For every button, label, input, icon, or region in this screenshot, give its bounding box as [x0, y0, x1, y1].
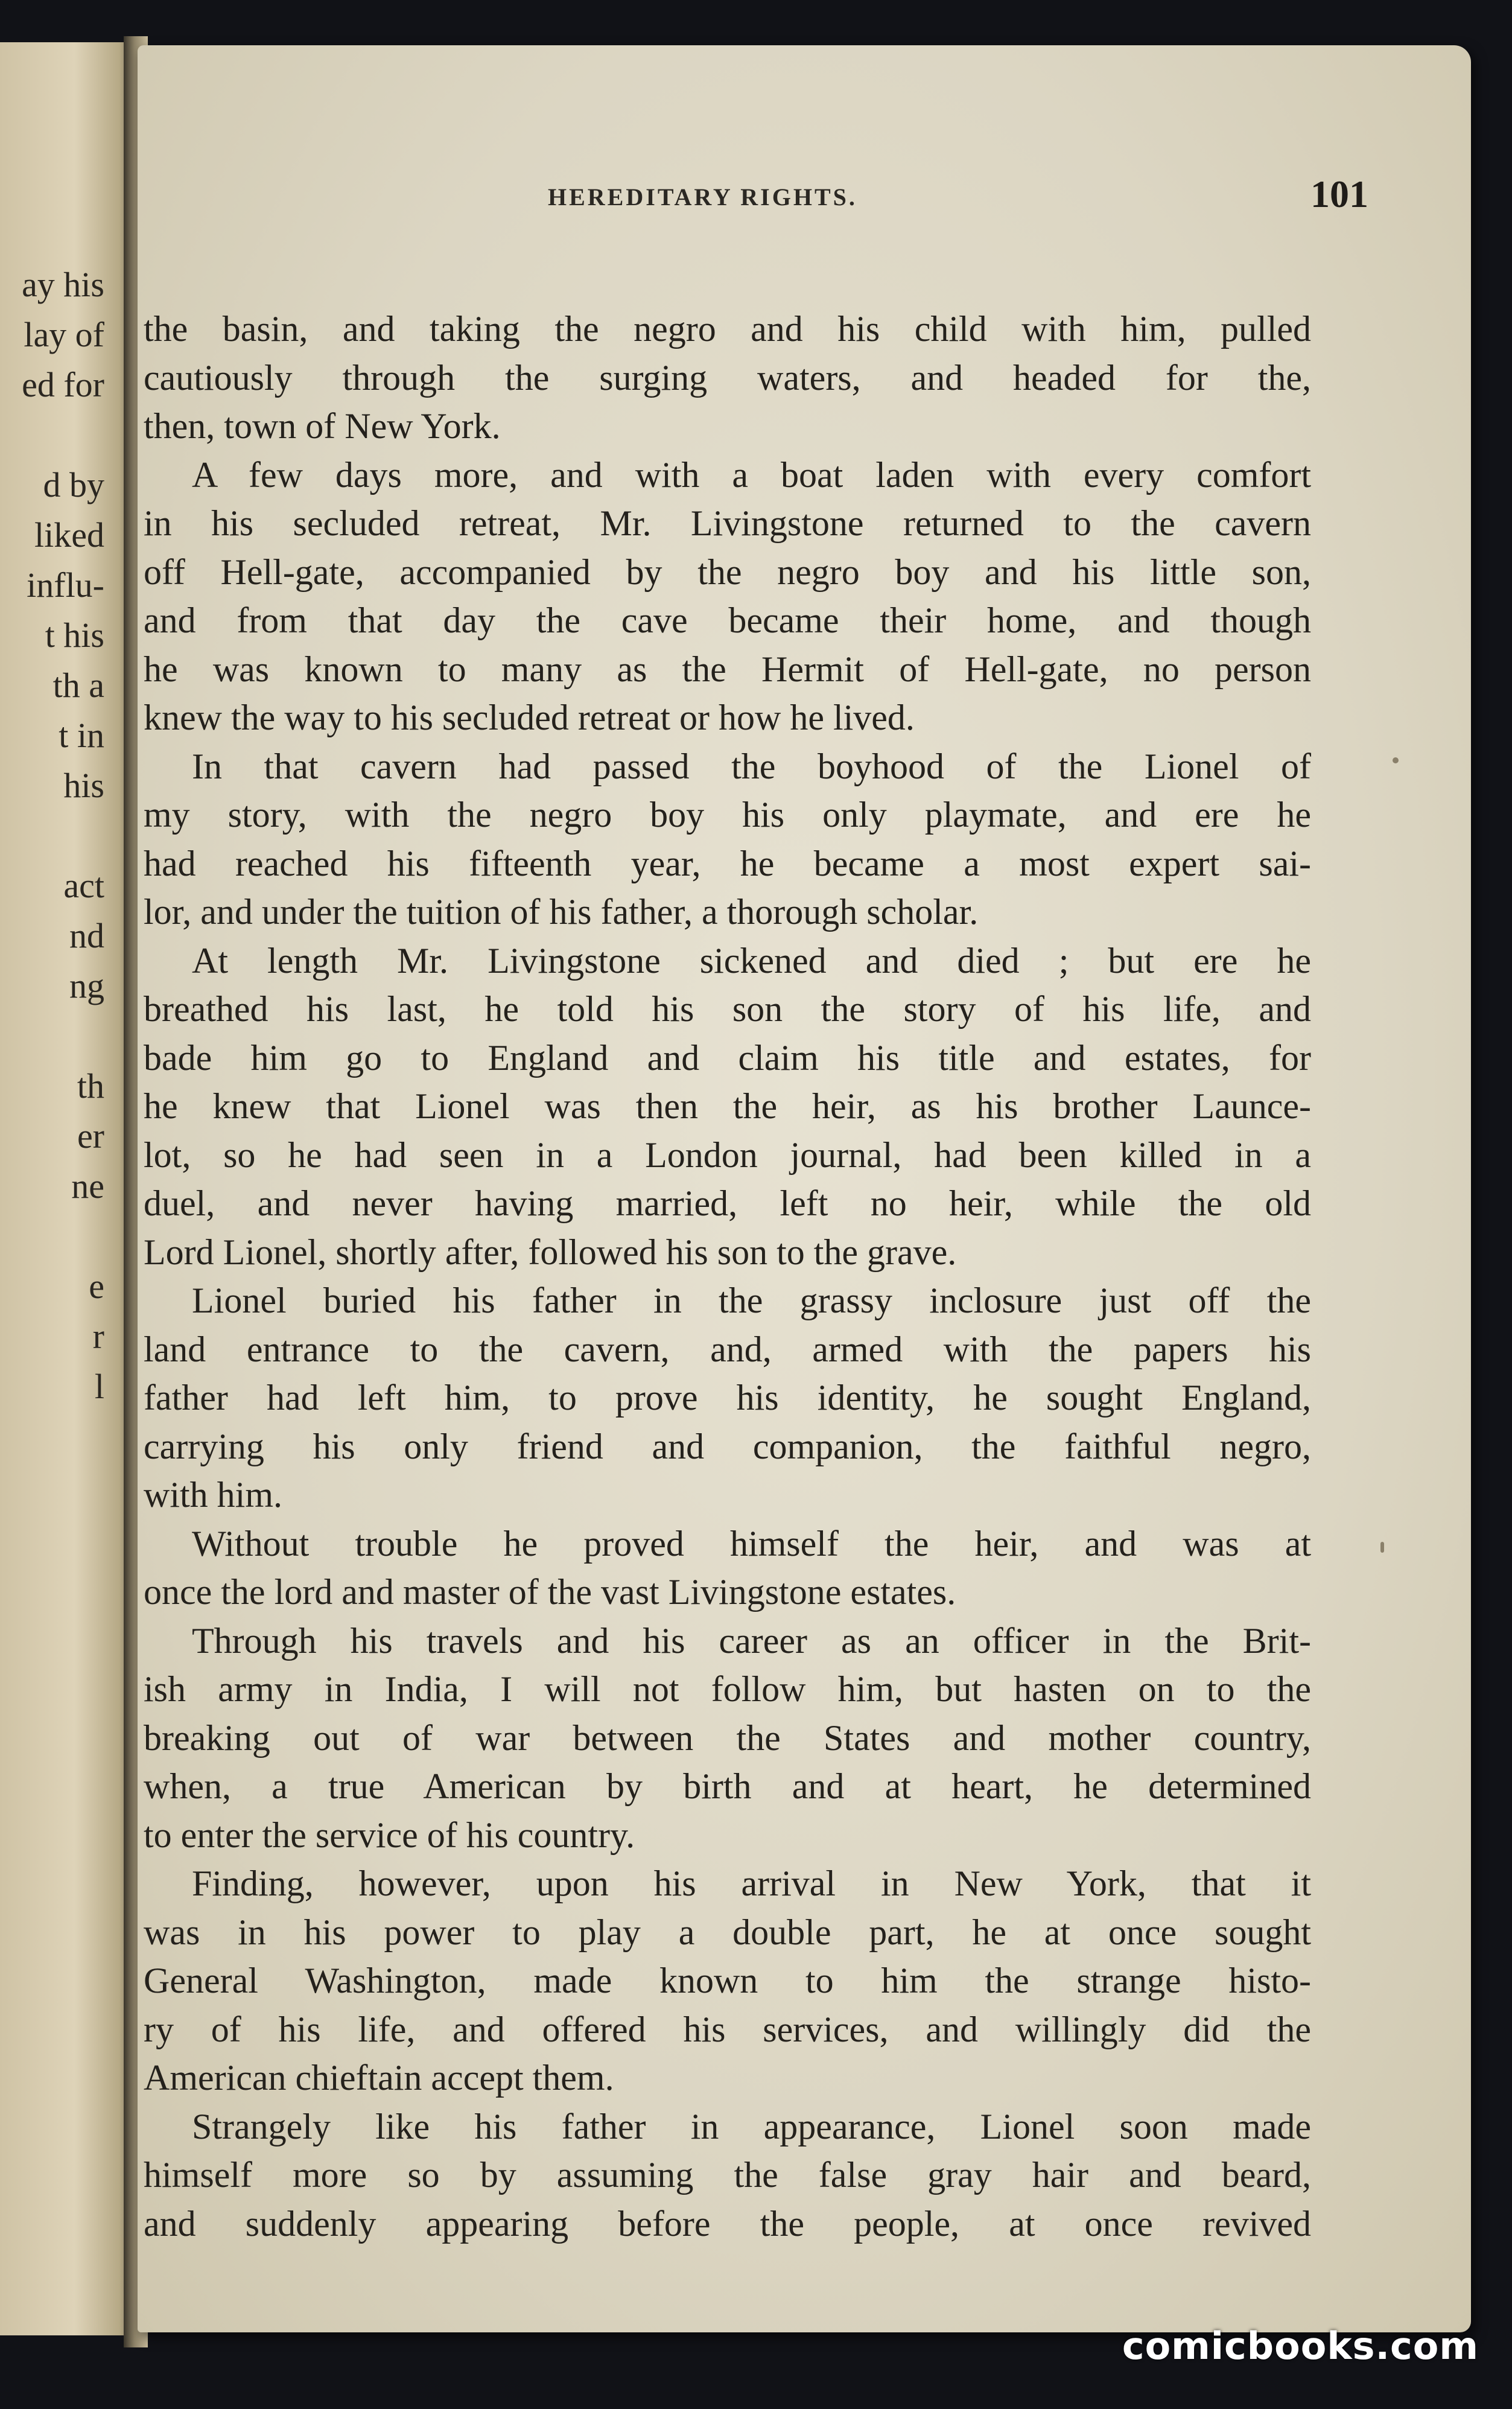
text-line: carrying his only friend and companion, the faithful negro,	[144, 1426, 1311, 1466]
text-line: knew the way to his secluded retreat or how he lived.	[144, 698, 915, 737]
text-line: had reached his fifteenth year, he became a most expert sai-	[144, 843, 1311, 883]
facing-page-line	[22, 810, 104, 861]
facing-page-line: ed for	[22, 365, 104, 404]
facing-page-line: ne	[71, 1166, 104, 1206]
text-line: cautiously through the surging waters, and headed for the,	[144, 357, 1311, 398]
text-line: American chieftain accept them.	[144, 2058, 614, 2098]
text-line: when, a true American by birth and at heart, he determined	[144, 1766, 1311, 1806]
text-line: lot, so he had seen in a London journal, had been killed in a	[144, 1134, 1311, 1175]
text-line: land entrance to the cavern, and, armed with the papers his	[144, 1329, 1311, 1369]
text-line: A few days more, and with a boat laden with every comfort	[192, 454, 1311, 495]
facing-page	[0, 42, 136, 2335]
running-head	[138, 172, 1471, 220]
text-line: was in his power to play a double part, he at once sought	[144, 1912, 1311, 1952]
facing-page-line: d by	[43, 465, 104, 504]
paragraph	[144, 2102, 1311, 2248]
text-line: Through his travels and his career as an officer in the Brit-	[192, 1620, 1311, 1661]
text-line: father had left him, to prove his identity, he sought England,	[144, 1378, 1311, 1418]
text-line: breathed his last, he told his son the story of his life, and	[144, 989, 1311, 1029]
facing-page-line: e	[89, 1267, 104, 1306]
paragraph	[144, 937, 1311, 1277]
text-line: with him.	[144, 1475, 283, 1515]
text-line: he was known to many as the Hermit of Hell-gate, no person	[144, 649, 1311, 689]
text-line: himself more so by assuming the false gray hair and beard,	[144, 2155, 1311, 2195]
facing-page-line: his	[63, 766, 104, 805]
text-line: lor, and under the tuition of his father, a thorough scholar.	[144, 892, 979, 932]
text-line: In that cavern had passed the boyhood of the Lionel of	[192, 746, 1311, 786]
facing-page-text	[22, 259, 104, 1411]
page-number: 101	[1310, 173, 1368, 215]
facing-page-line: r	[92, 1317, 104, 1356]
paper-speck	[1380, 1542, 1384, 1553]
text-line: breaking out of war between the States and mother country,	[144, 1717, 1311, 1758]
text-line: ry of his life, and offered his services, and willingly did the	[144, 2009, 1311, 2049]
facing-page-line	[22, 1211, 104, 1261]
facing-page-line: t his	[45, 616, 104, 655]
text-line: ish army in India, I will not follow him, but hasten on to the	[144, 1669, 1311, 1709]
facing-page-line: l	[94, 1367, 104, 1406]
facing-page-line: ay his	[22, 265, 104, 304]
running-title: HEREDITARY RIGHTS.	[548, 183, 857, 211]
text-line: to enter the service of his country.	[144, 1815, 635, 1855]
paragraph	[144, 1617, 1311, 1860]
text-line: once the lord and master of the vast Livingstone estates.	[144, 1572, 956, 1612]
text-line: Finding, however, upon his arrival in New York, that it	[192, 1863, 1311, 1903]
text-line: Lionel buried his father in the grassy inclosure just off the	[192, 1281, 1311, 1320]
paragraph	[144, 305, 1311, 451]
body-text	[144, 305, 1311, 2248]
facing-page-line: th	[77, 1066, 104, 1106]
text-line: General Washington, made known to him the strange histo-	[144, 1961, 1311, 2000]
facing-page-line	[22, 1011, 104, 1061]
text-line: off Hell-gate, accompanied by the negro boy and his little son,	[144, 552, 1311, 592]
text-line: and suddenly appearing before the people, at once revived	[144, 2203, 1311, 2244]
text-line: Lord Lionel, shortly after, followed his son to the grave.	[144, 1232, 957, 1272]
text-line: and from that day the cave became their home, and though	[144, 600, 1311, 640]
paper-speck	[1393, 757, 1399, 763]
facing-page-line: liked	[34, 515, 104, 555]
facing-page-line: act	[63, 866, 104, 905]
facing-page-line: nd	[69, 916, 104, 955]
watermark: comicbooks.com	[1122, 2324, 1479, 2368]
book-page	[138, 45, 1471, 2332]
text-line: Without trouble he proved himself the heir, and was at	[192, 1523, 1311, 1564]
text-line: bade him go to England and claim his title and estates, for	[144, 1037, 1311, 1078]
text-line: At length Mr. Livingstone sickened and died ; but ere he	[192, 940, 1311, 981]
paragraph	[144, 1520, 1311, 1617]
text-line: the basin, and taking the negro and his child with him, pulled	[144, 309, 1311, 349]
text-line: in his secluded retreat, Mr. Livingstone returned to the cavern	[144, 503, 1311, 543]
facing-page-line	[22, 410, 104, 460]
text-line: then, town of New York.	[144, 406, 501, 446]
facing-page-line: lay of	[24, 315, 104, 354]
facing-page-line: th a	[52, 666, 104, 705]
facing-page-line: t in	[59, 716, 104, 755]
facing-page-line: er	[77, 1116, 104, 1156]
text-line: he knew that Lionel was then the heir, as his brother Launce-	[144, 1086, 1311, 1126]
facing-page-line: influ-	[27, 565, 104, 605]
paragraph	[144, 451, 1311, 742]
paragraph	[144, 1859, 1311, 2102]
text-line: duel, and never having married, left no heir, while the old	[144, 1183, 1311, 1223]
paragraph	[144, 742, 1311, 937]
paragraph	[144, 1276, 1311, 1520]
text-line: Strangely like his father in appearance, Lionel soon made	[192, 2106, 1311, 2146]
facing-page-line: ng	[69, 966, 104, 1005]
text-line: my story, with the negro boy his only playmate, and ere he	[144, 795, 1311, 835]
